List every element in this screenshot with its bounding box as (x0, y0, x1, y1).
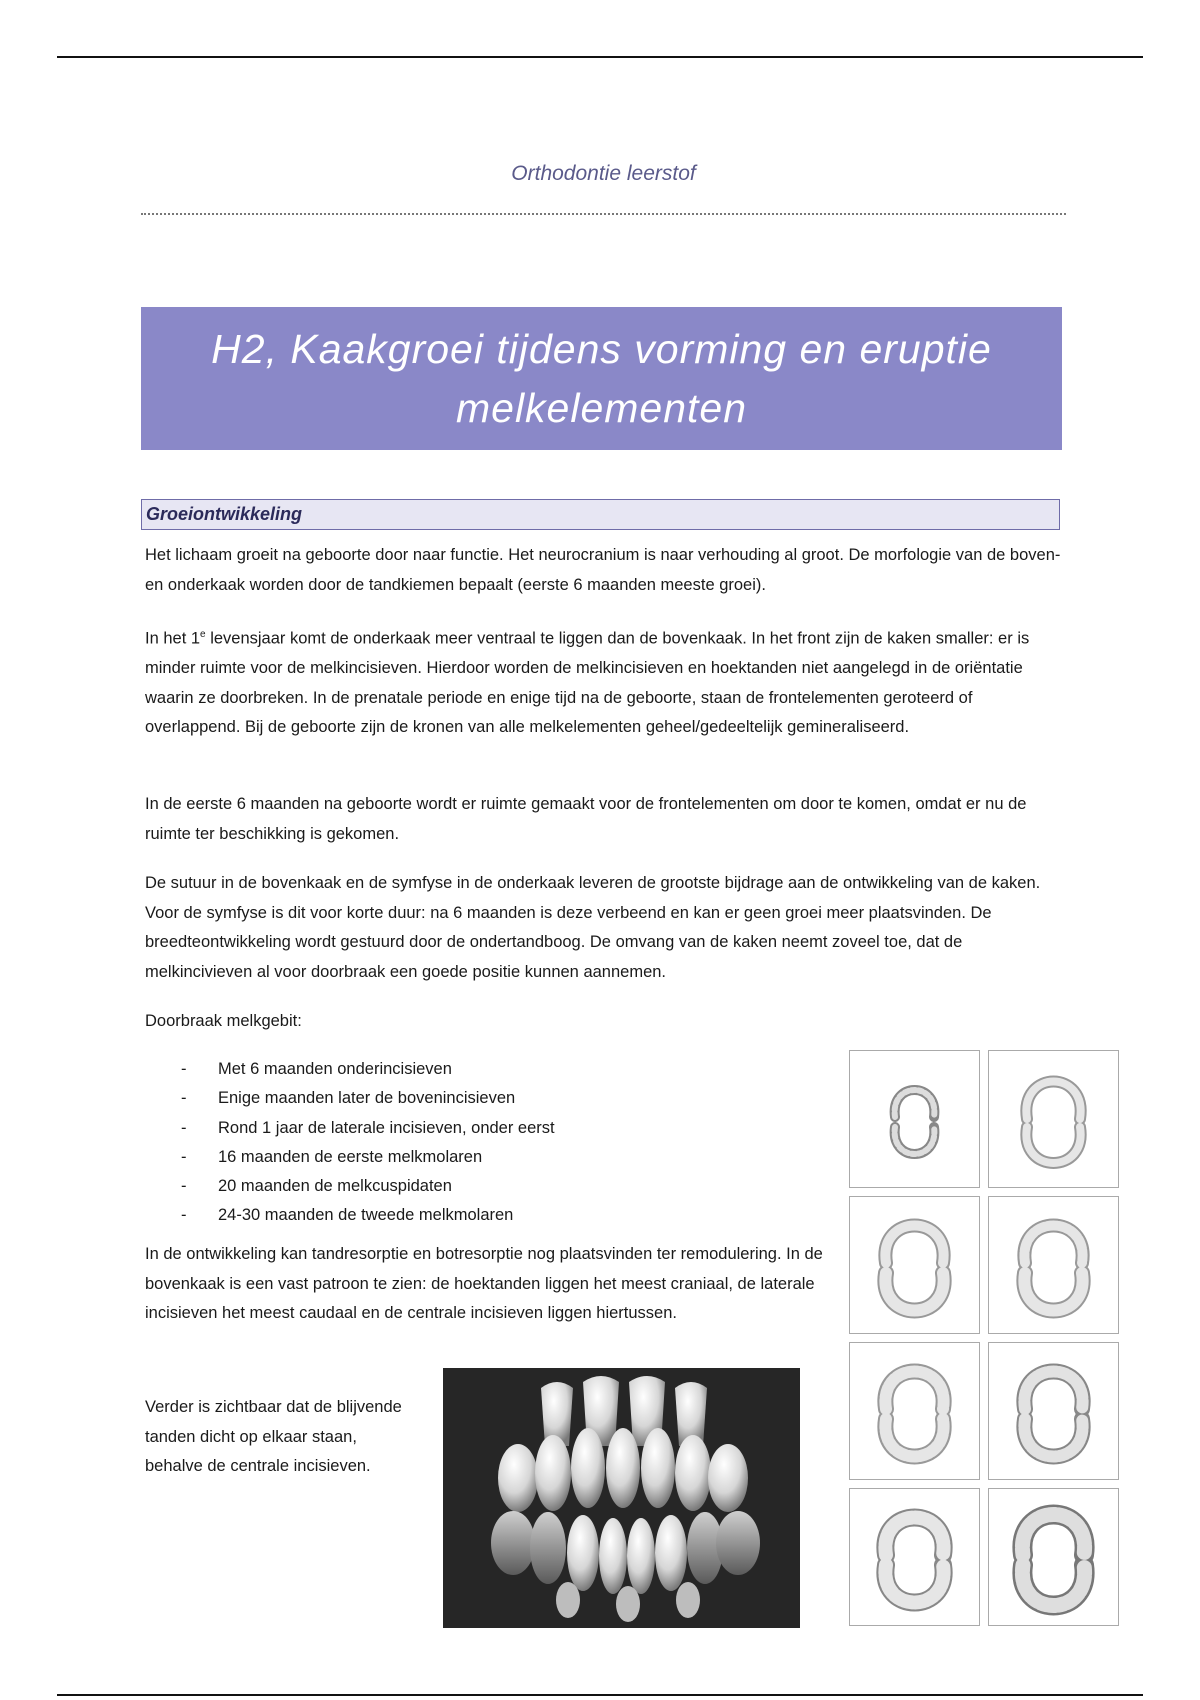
list-dash: - (181, 1089, 187, 1108)
list-dash: - (181, 1206, 187, 1225)
list-item (145, 1084, 555, 1113)
list-item (145, 1055, 555, 1084)
section-heading: Groeiontwikkeling (146, 504, 303, 524)
list-dash: - (181, 1177, 187, 1196)
section-heading-box (141, 499, 1060, 530)
list-item (145, 1201, 555, 1230)
list-item-text: Rond 1 jaar de laterale incisieven, onder eerst (218, 1118, 555, 1137)
paragraph-7: Verder is zichtbaar dat de blijvende tanden dicht op elkaar staan, behalve de centrale incisieven. (145, 1398, 402, 1475)
chapter-title-line-2: melkelementen (455, 384, 748, 431)
chapter-title-line-1: H2, Kaakgroei tijdens vorming en eruptie (211, 325, 992, 372)
ordinal-superscript: e (200, 629, 206, 640)
arch-diagram (849, 1342, 980, 1480)
teeth-photo (443, 1368, 800, 1628)
list-item-text: Enige maanden later de bovenincisieven (218, 1089, 516, 1108)
paragraph-2 (145, 620, 1065, 743)
paragraph-3: In de eerste 6 maanden na geboorte wordt er ruimte gemaakt voor de frontelementen om door te komen, omdat er nu de ruimte ter beschikking is gekomen. (145, 795, 1027, 843)
chapter-title-banner (141, 307, 1062, 450)
list-item-text: 20 maanden de melkcuspidaten (218, 1177, 452, 1196)
paragraph-2-start: In het 1 (145, 629, 201, 648)
bottom-rule (57, 1694, 1143, 1696)
list-item (145, 1114, 555, 1143)
dental-arch-diagram-grid (849, 1050, 1123, 1626)
top-rule (57, 56, 1143, 58)
arch-diagram (849, 1488, 980, 1626)
list-dash: - (181, 1118, 187, 1137)
list-item (145, 1172, 555, 1201)
arch-diagram (849, 1196, 980, 1334)
arch-diagram (988, 1488, 1119, 1626)
list-item (145, 1143, 555, 1172)
paragraph-eruption-intro: Doorbraak melkgebit: (145, 1012, 302, 1030)
list-item-text: Met 6 maanden onderincisieven (218, 1060, 452, 1078)
eruption-list (145, 1055, 555, 1231)
header-dotted-rule (141, 213, 1066, 215)
paragraph-1: Het lichaam groeit na geboorte door naar functie. Het neurocranium is naar verhouding al groot. De morfologie van de boven- en onderkaak worden door de tandkiemen bepaalt (eerste 6 maanden meeste groei). (145, 546, 1061, 594)
chapter-title (211, 320, 992, 438)
list-dash: - (181, 1147, 187, 1166)
list-dash: - (181, 1060, 187, 1078)
paragraph-4: De sutuur in de bovenkaak en de symfyse in de onderkaak leveren de grootste bijdrage aan de ontwikkeling van de kaken. Voor de symfyse is dit voor korte duur: na 6 maanden is deze verbeend en kan er geen groei meer plaatsvinden. De breedteontwikkeling wordt gestuurd door de ondertandboog. De omvang van de kaken neemt zoveel toe, dat de melkincivieven al voor doorbraak een goede positie kunnen aannemen. (145, 874, 1041, 981)
arch-diagram (988, 1342, 1119, 1480)
list-item-text: 24-30 maanden de tweede melkmolaren (218, 1206, 514, 1225)
arch-diagram (988, 1196, 1119, 1334)
paragraph-2-rest: levensjaar komt de onderkaak meer ventraal te liggen dan de bovenkaak. In het front zijn de kaken smaller: er is minder ruimte voor de melkincisieven. Hierdoor worden de melkincisieven en hoektanden niet aangelegd in de oriëntatie waarin ze doorbreken. In de prenatale periode en enige tijd na de geboorte, staan de frontelementen geroteerd of overlappend. Bij de geboorte zijn de kronen van alle melkelementen geheel/gedeeltelijk gemineraliseerd. (145, 629, 1030, 736)
arch-diagram (849, 1050, 980, 1188)
running-header: Orthodontie leerstof (511, 162, 696, 185)
paragraph-6: In de ontwikkeling kan tandresorptie en botresorptie nog plaatsvinden ter remodulering. In de bovenkaak is een vast patroon te zien: de hoektanden liggen het meest craniaal, de laterale incisieven het meest caudaal en de centrale incisieven liggen hiertussen. (145, 1245, 823, 1322)
arch-diagram (988, 1050, 1119, 1188)
list-item-text: 16 maanden de eerste melkmolaren (218, 1147, 483, 1166)
